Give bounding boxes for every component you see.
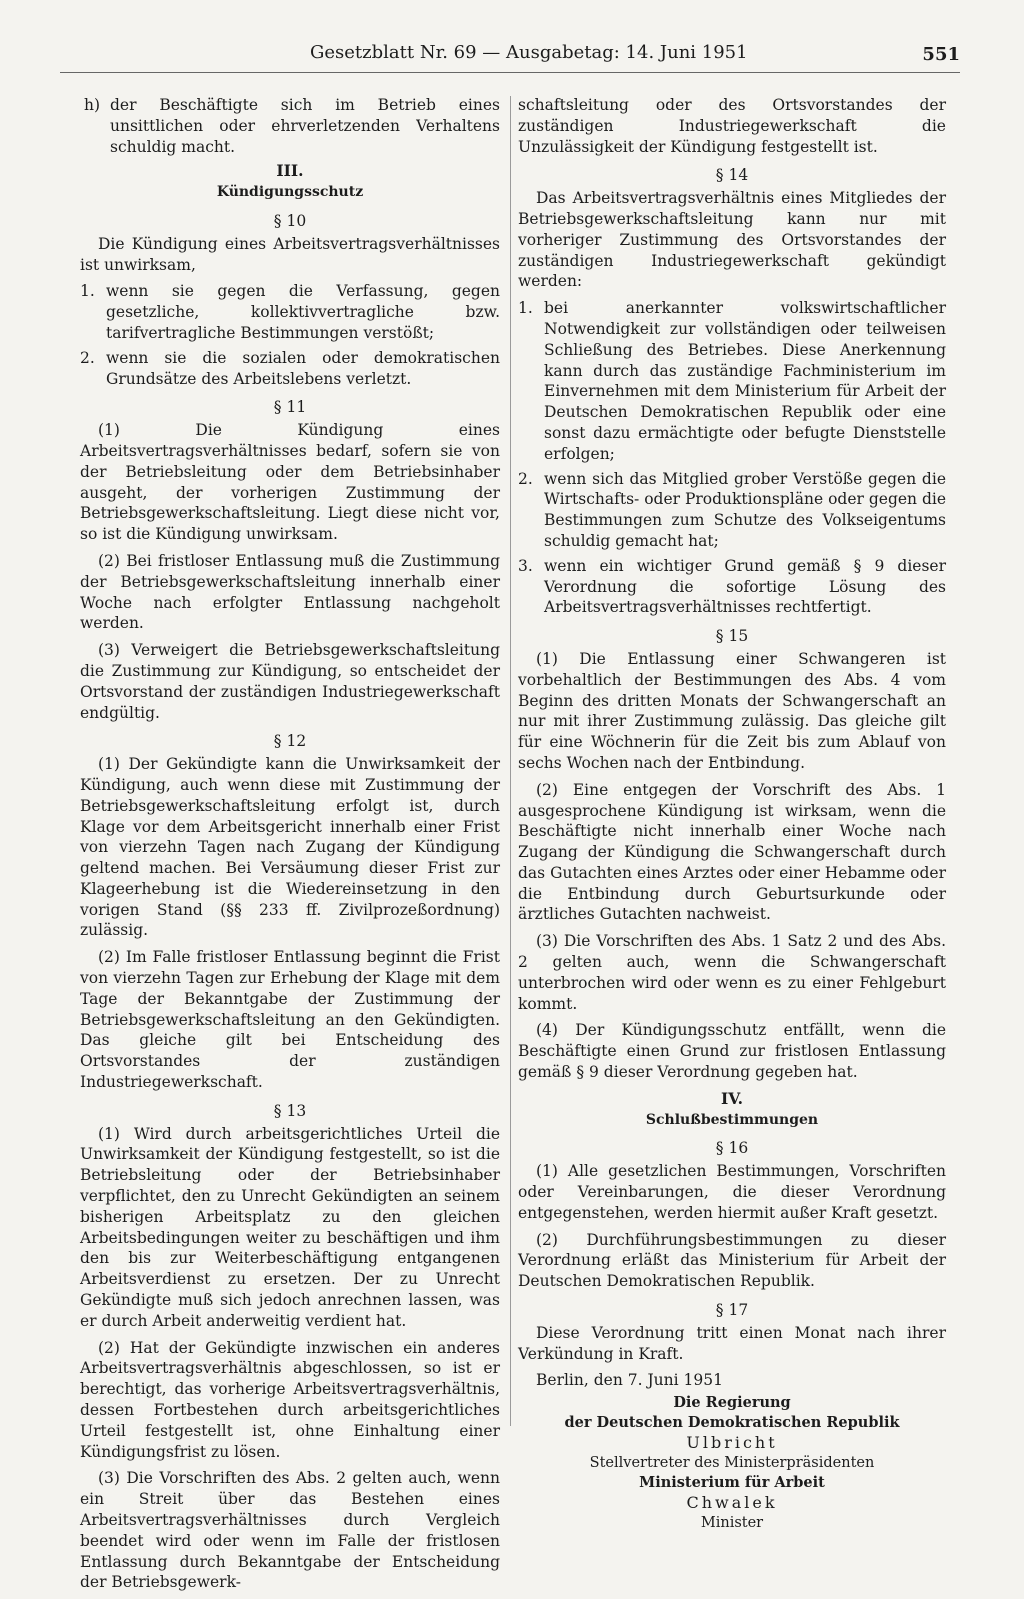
part-iii-number: III. — [276, 161, 304, 181]
signatory-role: Stellvertreter des Ministerpräsidenten — [589, 1455, 875, 1472]
paragraph: (2) Bei fristloser Entlassung muß die Zustimmung der Betriebsgewerkschaftsleitung innerhalb einer Woche nach erfolgter Entlassung nachgeholt werden. — [80, 551, 500, 633]
paragraph: (2) Im Falle fristloser Entlassung beginnt die Frist von vierzehn Tagen zur Erhebung der Klage mit dem Tage der Bekanntgabe der Zustimmung der Betriebsgewerkschaftsleitung an den Gekündigten. Das gleiche gilt bei Entscheidung des Ortsvorstandes der zuständigen Industriegewerkschaft. — [80, 948, 500, 1092]
paragraph: (2) Eine entgegen der Vorschrift des Abs. 1 ausgesprochene Kündigung ist wirksam, wenn die Beschäftigte nicht innerhalb einer Woche nach Zugang der Kündigung die Schwangerschaft durch das Gutachten eines Arztes oder einer Hebamme oder die Entbindung durch Geburtsurkunde oder ärztliches Gutachten nachweist. — [518, 780, 946, 924]
section-14-item — [518, 556, 946, 618]
part-iii-title: Kündigungsschutz — [216, 184, 364, 201]
section-10-item — [80, 281, 500, 343]
signatory-role: Minister — [700, 1515, 764, 1532]
list-text: bei anerkannter volkswirtschaftlicher Notwendigkeit zur vollständigen oder teilweisen Schließung des Betriebes. Diese Anerkennung kann durch das zuständige Fachministerium im Einvernehmen mit dem Ministerium für Arbeit der Deutschen Demokratischen Republik oder eine sonst dazu ermächtigte oder befugte Dienststelle erfolgen; — [544, 299, 946, 463]
list-item-h — [84, 95, 500, 157]
paragraph-continuation: schaftsleitung oder des Ortsvorstandes der zuständigen Industriegewerkschaft die Unzulässigkeit der Kündigung festgestellt ist. — [518, 96, 946, 156]
section-14-item — [518, 298, 946, 464]
signature-government: Die Regierung — [673, 1394, 791, 1412]
list-text: der Beschäftigte sich im Betrieb eines unsittlichen oder ehrverletzenden Verhaltens schuldig macht. — [110, 96, 500, 156]
section-17-heading: § 17 — [715, 1301, 749, 1320]
list-marker: 2. — [518, 469, 533, 488]
column-divider — [510, 96, 511, 1426]
place-date: Berlin, den 7. Juni 1951 — [536, 1371, 723, 1390]
list-marker: 3. — [518, 556, 533, 575]
list-marker: 1. — [80, 282, 95, 301]
paragraph: (3) Verweigert die Betriebsgewerkschaftsleitung die Zustimmung zur Kündigung, so entscheidet der Ortsvorstand der zuständigen Industriegewerkschaft endgültig. — [80, 641, 500, 722]
section-14-item — [518, 469, 946, 552]
paragraph: (1) Wird durch arbeitsgerichtliches Urteil die Unwirksamkeit der Kündigung festgestellt, so ist die Betriebsleitung oder der Betriebsinhaber verpflichtet, den zu Unrecht Gekündigten an seinem bisherigen Arbeitsplatz zu den gleichen Arbeitsbedingungen weiter zu beschäftigen und ihm den bis zur Weiterbeschäftigung entgangenen Arbeitsverdienst zu ersetzen. Der zu Unrecht Gekündigte muß sich jedoch anrechnen lassen, was er durch Arbeit anderweitig verdient hat. — [80, 1124, 500, 1330]
section-10-intro: Die Kündigung eines Arbeitsvertragsverhältnisses ist unwirksam, — [80, 234, 500, 274]
part-iv-number: IV. — [721, 1088, 743, 1108]
page-header — [60, 40, 960, 73]
list-text: wenn sie gegen die Verfassung, gegen gesetzliche, kollektivvertragliche bzw. tarifvertragliche Bestimmungen verstößt; — [106, 282, 500, 342]
list-marker: 2. — [80, 348, 95, 367]
list-text: wenn sie die sozialen oder demokratischen Grundsätze des Arbeitslebens verletzt. — [106, 348, 500, 388]
paragraph: (4) Der Kündigungsschutz entfällt, wenn die Beschäftigte einen Grund zur fristlosen Entlassung gemäß § 9 dieser Verordnung gegeben hat. — [518, 1021, 946, 1082]
section-14-heading: § 14 — [715, 166, 749, 185]
header-title: Gesetzblatt Nr. 69 — Ausgabetag: 14. Juni 1951 — [310, 42, 748, 63]
section-11-heading: § 11 — [273, 398, 307, 417]
part-iv-title: Schlußbestimmungen — [645, 1111, 819, 1128]
section-10-heading: § 10 — [273, 211, 307, 230]
section-12-heading: § 12 — [273, 732, 307, 751]
paragraph: (1) Der Gekündigte kann die Unwirksamkeit der Kündigung, auch wenn diese mit Zustimmung der Betriebsgewerkschaftsleitung erfolgt ist, durch Klage vor dem Arbeitsgericht innerhalb einer Frist von vierzehn Tagen nach Zugang der Kündigung geltend machen. Bei Versäumung dieser Frist zur Klageerhebung ist die Wiedereinsetzung in den vorigen Stand (§§ 233 ff. Zivilprozeßordnung) zulässig. — [80, 755, 500, 940]
signatory-name: Chwalek — [686, 1493, 778, 1513]
section-15-heading: § 15 — [715, 627, 749, 646]
paragraph: (1) Die Kündigung eines Arbeitsvertragsverhältnisses bedarf, sofern sie von der Betriebsleitung oder dem Betriebsinhaber ausgeht, der vorherigen Zustimmung der Betriebsgewerkschaftsleitung. Liegt diese nicht vor, so ist die Kündigung unwirksam. — [80, 421, 500, 544]
signature-government-line2: der Deutschen Demokratischen Republik — [564, 1414, 900, 1432]
list-marker: h) — [84, 96, 101, 114]
paragraph: (3) Die Vorschriften des Abs. 1 Satz 2 und des Abs. 2 gelten auch, wenn die Schwangerschaft unterbrochen wird oder wenn es zu einer Fehlgeburt kommt. — [518, 932, 946, 1013]
signatory-name: Ulbricht — [686, 1433, 778, 1453]
paragraph: (3) Die Vorschriften des Abs. 2 gelten auch, wenn ein Streit über das Bestehen eines Arbeitsvertragsverhältnisses durch Vergleich beendet wird oder wenn im Falle der fristlosen Entlassung durch Bekanntgabe der Entscheidung der Betriebsgewerk- — [80, 1469, 500, 1592]
paragraph: (1) Die Entlassung einer Schwangeren ist vorbehaltlich der Bestimmungen des Abs. 4 vom Beginn des dritten Monats der Schwangerschaft an nur mit ihrer Zustimmung zulässig. Das gleiche gilt für eine Wöchnerin für die Zeit bis zum Ablauf von sechs Wochen nach der Entbindung. — [518, 649, 946, 772]
section-14-intro: Das Arbeitsvertragsverhältnis eines Mitgliedes der Betriebsgewerkschaftsleitung kann nur mit vorheriger Zustimmung des Ortsvorstandes der zuständigen Industriegewerkschaft gekündigt werden: — [518, 189, 946, 291]
signature-ministry: Ministerium für Arbeit — [639, 1474, 825, 1492]
page-number: 551 — [922, 44, 960, 65]
section-10-item — [80, 348, 500, 390]
list-marker: 1. — [518, 299, 533, 318]
paragraph: (2) Durchführungsbestimmungen zu dieser Verordnung erläßt das Ministerium für Arbeit der Deutschen Demokratischen Republik. — [518, 1230, 946, 1291]
paragraph: (2) Hat der Gekündigte inzwischen ein anderes Arbeitsvertragsverhältnis abgeschlossen, so ist er berechtigt, das vorherige Arbeitsvertragsverhältnis, dessen Fortbestehen durch arbeitsgerichtliches Urteil festgestellt ist, ohne Einhaltung einer Kündigungsfrist zu lösen. — [80, 1338, 500, 1461]
section-16-heading: § 16 — [715, 1139, 749, 1158]
right-column — [518, 95, 946, 1533]
paragraph: (1) Alle gesetzlichen Bestimmungen, Vorschriften oder Vereinbarungen, die dieser Verordnung entgegenstehen, werden hiermit außer Kraft gesetzt. — [518, 1162, 946, 1222]
list-text: wenn sich das Mitglied grober Verstöße gegen die Wirtschafts- oder Produktionspläne oder gegen die Bestimmungen zum Schutze des Volkseigentums schuldig gemacht hat; — [544, 469, 947, 550]
list-text: wenn ein wichtiger Grund gemäß § 9 dieser Verordnung die sofortige Lösung des Arbeitsvertragsverhältnisses rechtfertigt. — [544, 556, 946, 617]
left-column — [80, 95, 500, 1599]
section-13-heading: § 13 — [273, 1101, 307, 1120]
paragraph: Diese Verordnung tritt einen Monat nach ihrer Verkündung in Kraft. — [518, 1323, 946, 1363]
